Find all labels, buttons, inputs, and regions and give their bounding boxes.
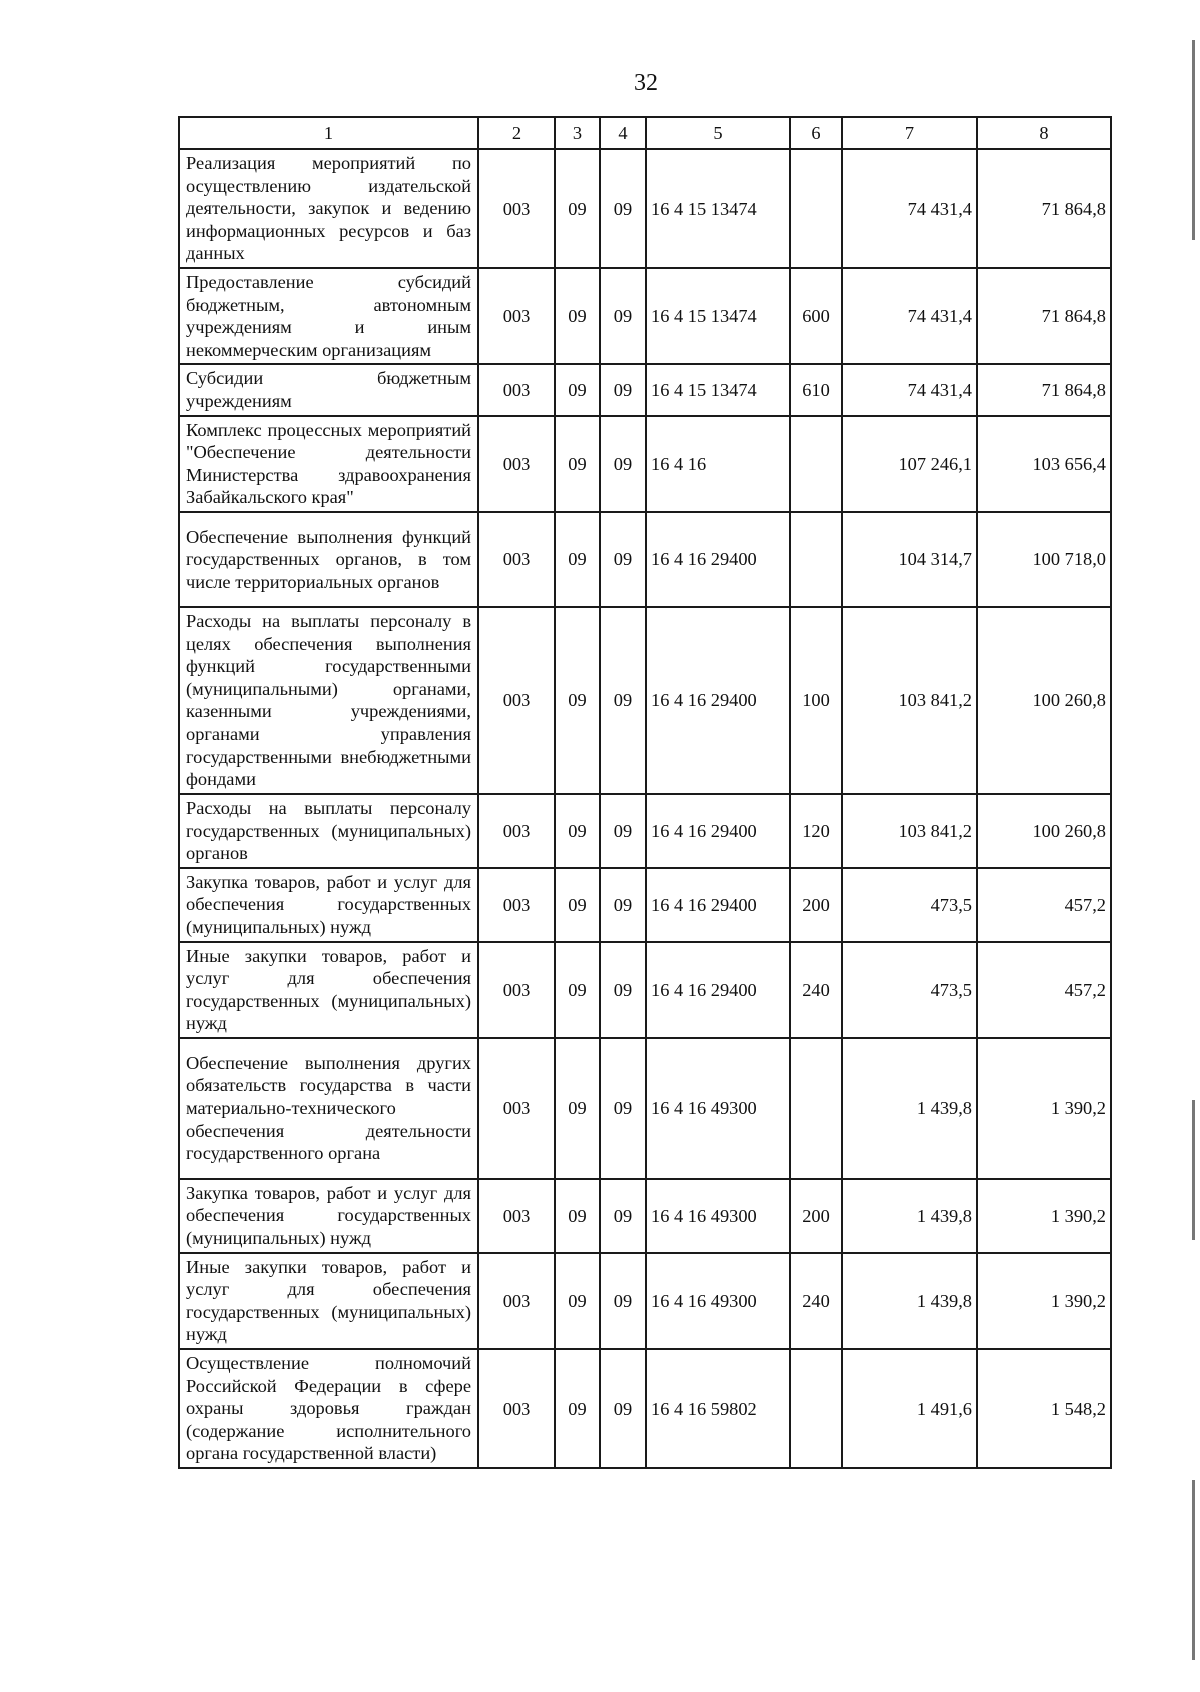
amount-year-1: 74 431,4 [842,268,977,364]
scan-edge-mark [1192,40,1195,240]
subsection-code: 09 [600,794,646,868]
ministry-code: 003 [478,868,555,942]
target-article-code: 16 4 15 13474 [646,149,790,268]
expense-name: Субсидии бюджетным учреждениям [179,364,478,415]
amount-year-1: 1 439,8 [842,1253,977,1349]
ministry-code: 003 [478,149,555,268]
target-article-code: 16 4 16 29400 [646,868,790,942]
amount-year-2: 457,2 [977,942,1111,1038]
expense-type-code [790,416,842,512]
section-code: 09 [555,794,600,868]
amount-year-1: 103 841,2 [842,607,977,794]
ministry-code: 003 [478,1253,555,1349]
table-row [179,149,1111,268]
expense-name: Комплекс процессных мероприятий "Обеспечение деятельности Министерства здравоохранения Забайкальского края" [179,416,478,512]
expense-type-code: 240 [790,942,842,1038]
table-row [179,1179,1111,1253]
table-row [179,607,1111,794]
table-row [179,794,1111,868]
target-article-code: 16 4 16 29400 [646,607,790,794]
scan-edge-mark [1192,1480,1195,1660]
subsection-code: 09 [600,942,646,1038]
table-row [179,512,1111,607]
expense-name: Иные закупки товаров, работ и услуг для обеспечения государственных (муниципальных) нужд [179,1253,478,1349]
target-article-code: 16 4 16 49300 [646,1038,790,1179]
amount-year-2: 71 864,8 [977,268,1111,364]
amount-year-2: 100 260,8 [977,794,1111,868]
amount-year-2: 100 718,0 [977,512,1111,607]
ministry-code: 003 [478,607,555,794]
subsection-code: 09 [600,416,646,512]
amount-year-1: 1 439,8 [842,1179,977,1253]
page-number: 32 [634,70,658,96]
amount-year-2: 100 260,8 [977,607,1111,794]
expense-type-code: 600 [790,268,842,364]
target-article-code: 16 4 16 49300 [646,1253,790,1349]
subsection-code: 09 [600,1038,646,1179]
expense-type-code: 200 [790,868,842,942]
amount-year-1: 103 841,2 [842,794,977,868]
amount-year-1: 473,5 [842,942,977,1038]
expense-type-code: 610 [790,364,842,415]
target-article-code: 16 4 16 [646,416,790,512]
target-article-code: 16 4 15 13474 [646,268,790,364]
expense-name: Закупка товаров, работ и услуг для обеспечения государственных (муниципальных) нужд [179,868,478,942]
amount-year-1: 1 439,8 [842,1038,977,1179]
target-article-code: 16 4 16 29400 [646,794,790,868]
expense-name: Расходы на выплаты персоналу государственных (муниципальных) органов [179,794,478,868]
expense-name: Обеспечение выполнения других обязательств государства в части материально-технического обеспечения деятельности государственного органа [179,1038,478,1179]
section-code: 09 [555,1349,600,1468]
section-code: 09 [555,1179,600,1253]
expense-type-code [790,149,842,268]
column-header: 1 [179,117,478,149]
expense-name: Обеспечение выполнения функций государственных органов, в том числе территориальных органов [179,512,478,607]
amount-year-1: 74 431,4 [842,149,977,268]
amount-year-1: 473,5 [842,868,977,942]
subsection-code: 09 [600,868,646,942]
subsection-code: 09 [600,268,646,364]
amount-year-2: 1 390,2 [977,1179,1111,1253]
amount-year-2: 71 864,8 [977,364,1111,415]
amount-year-2: 1 548,2 [977,1349,1111,1468]
section-code: 09 [555,942,600,1038]
amount-year-1: 1 491,6 [842,1349,977,1468]
table-header-row [179,117,1111,149]
ministry-code: 003 [478,416,555,512]
table-row [179,268,1111,364]
column-header: 5 [646,117,790,149]
table-row [179,942,1111,1038]
expense-type-code: 120 [790,794,842,868]
expense-type-code [790,1349,842,1468]
ministry-code: 003 [478,1179,555,1253]
column-header: 7 [842,117,977,149]
ministry-code: 003 [478,268,555,364]
column-header: 2 [478,117,555,149]
ministry-code: 003 [478,512,555,607]
amount-year-1: 74 431,4 [842,364,977,415]
expense-name: Иные закупки товаров, работ и услуг для обеспечения государственных (муниципальных) нужд [179,942,478,1038]
expense-name: Закупка товаров, работ и услуг для обеспечения государственных (муниципальных) нужд [179,1179,478,1253]
amount-year-2: 457,2 [977,868,1111,942]
section-code: 09 [555,416,600,512]
amount-year-2: 1 390,2 [977,1038,1111,1179]
column-header: 4 [600,117,646,149]
expense-name: Предоставление субсидий бюджетным, автономным учреждениям и иным некоммерческим организациям [179,268,478,364]
amount-year-2: 1 390,2 [977,1253,1111,1349]
table-row [179,1349,1111,1468]
ministry-code: 003 [478,1038,555,1179]
amount-year-1: 104 314,7 [842,512,977,607]
subsection-code: 09 [600,364,646,415]
ministry-code: 003 [478,942,555,1038]
expense-type-code: 240 [790,1253,842,1349]
subsection-code: 09 [600,1253,646,1349]
subsection-code: 09 [600,149,646,268]
subsection-code: 09 [600,1349,646,1468]
subsection-code: 09 [600,1179,646,1253]
expense-type-code [790,512,842,607]
table-row [179,868,1111,942]
amount-year-2: 71 864,8 [977,149,1111,268]
table-row [179,416,1111,512]
table-row [179,364,1111,415]
ministry-code: 003 [478,794,555,868]
column-header: 6 [790,117,842,149]
table-row [179,1038,1111,1179]
section-code: 09 [555,268,600,364]
scan-edge-mark [1192,1100,1195,1240]
target-article-code: 16 4 16 59802 [646,1349,790,1468]
section-code: 09 [555,868,600,942]
section-code: 09 [555,149,600,268]
expense-type-code: 100 [790,607,842,794]
expense-name: Реализация мероприятий по осуществлению издательской деятельности, закупок и ведению информационных ресурсов и баз данных [179,149,478,268]
expense-type-code: 200 [790,1179,842,1253]
target-article-code: 16 4 16 29400 [646,512,790,607]
expense-type-code [790,1038,842,1179]
expense-name: Расходы на выплаты персоналу в целях обеспечения выполнения функций государственными (муниципальными) органами, казенными учреждениями, органами управления государственными внебюджетными фондами [179,607,478,794]
target-article-code: 16 4 16 49300 [646,1179,790,1253]
table-row [179,1253,1111,1349]
section-code: 09 [555,607,600,794]
subsection-code: 09 [600,607,646,794]
column-header: 8 [977,117,1111,149]
section-code: 09 [555,1038,600,1179]
amount-year-2: 103 656,4 [977,416,1111,512]
budget-table [178,116,1112,1469]
section-code: 09 [555,512,600,607]
target-article-code: 16 4 16 29400 [646,942,790,1038]
amount-year-1: 107 246,1 [842,416,977,512]
section-code: 09 [555,1253,600,1349]
expense-name: Осуществление полномочий Российской Федерации в сфере охраны здоровья граждан (содержание исполнительного органа государственной власти) [179,1349,478,1468]
column-header: 3 [555,117,600,149]
ministry-code: 003 [478,364,555,415]
subsection-code: 09 [600,512,646,607]
ministry-code: 003 [478,1349,555,1468]
target-article-code: 16 4 15 13474 [646,364,790,415]
section-code: 09 [555,364,600,415]
